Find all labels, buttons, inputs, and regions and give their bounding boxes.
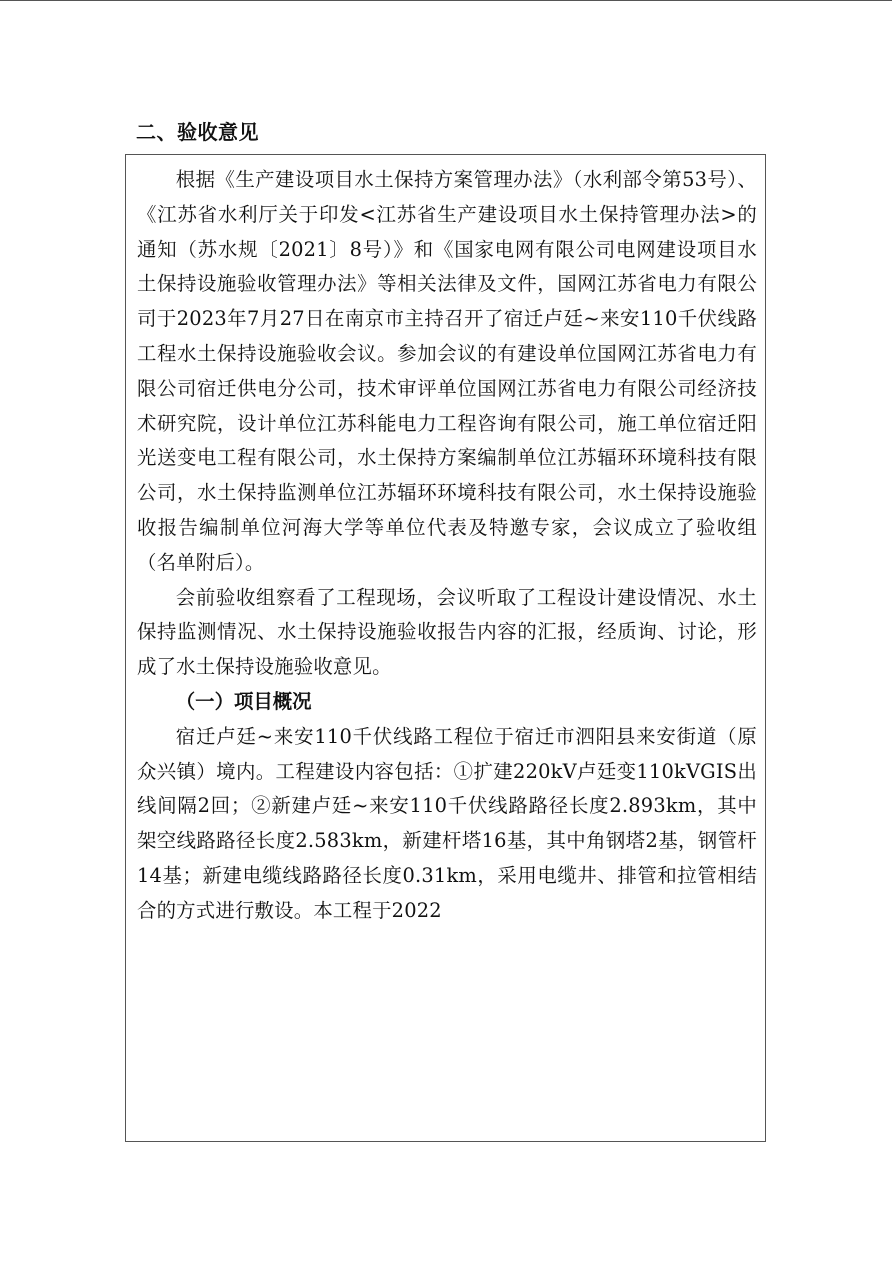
paragraph-project-overview: 宿迁卢廷~来安110千伏线路工程位于宿迁市泗阳县来安街道（原众兴镇）境内。工程建设内容包括：①扩建220kV卢廷变110kVGIS出线间隔2回；②新建卢廷~来安110千伏线路路径长度2.893km，其中架空线路路径长度2.583km，新建杆塔16基，其中角钢塔2基，钢管杆14基；新建电缆线路路径长度0.31km，采用电缆井、排管和拉管相结合的方式进行敷设。本工程于2022: [137, 724, 757, 922]
subheading-project-overview: （一）项目概况: [175, 689, 312, 713]
paragraph-legal-basis: 根据《生产建设项目水土保持方案管理办法》（水利部令第53号）、《江苏省水利厅关于印发<江苏省生产建设项目水土保持管理办法>的通知（苏水规〔2021〕8号）》和《国家电网有限公司电网建设项目水土保持设施验收管理办法》等相关法律及文件，国网江苏省电力有限公司于2023年7月27日在南京市主持召开了宿迁卢廷~来安110千伏线路工程水土保持设施验收会议。参加会议的有建设单位国网江苏省电力有限公司宿迁供电分公司，技术审评单位国网江苏省电力有限公司经济技术研究院，设计单位江苏科能电力工程咨询有限公司，施工单位宿迁阳光送变电工程有限公司，水土保持方案编制单位江苏辐环环境科技有限公司，水土保持监测单位江苏辐环环境科技有限公司，水土保持设施验收报告编制单位河海大学等单位代表及特邀专家，会议成立了验收组（名单附后）。: [137, 168, 757, 574]
opinion-content-box: [125, 154, 766, 1142]
page-top-rule: [0, 0, 892, 1]
section-heading: 二、验收意见: [136, 120, 259, 144]
paragraph-meeting-summary: 会前验收组察看了工程现场，会议听取了工程设计建设情况、水土保持监测情况、水土保持设施验收报告内容的汇报，经质询、讨论，形成了水土保持设施验收意见。: [137, 585, 757, 679]
